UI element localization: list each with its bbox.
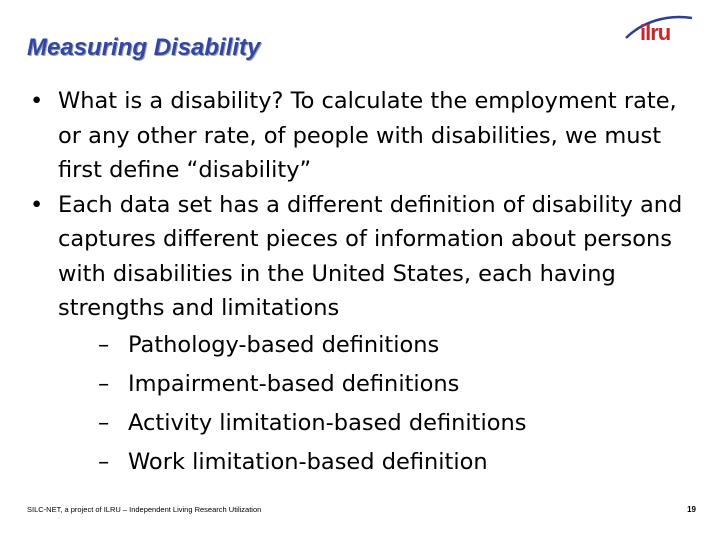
page-number: 19 <box>687 505 696 514</box>
sub-text: Activity limitation-based definitions <box>128 409 527 436</box>
slide-footer: SILC-NET, a project of ILRU – Independent Living Research Utilization <box>27 505 262 514</box>
bullet-text: What is a disability? To calculate the employment rate, or any other rate, of people with disabilities, we must first define “disability” <box>58 88 677 183</box>
sub-marker: – <box>98 409 110 436</box>
sub-text: Impairment-based definitions <box>128 370 460 397</box>
bullet-item <box>30 188 700 482</box>
sub-item <box>58 404 700 443</box>
bullet-marker: • <box>30 191 44 218</box>
sub-item <box>58 326 700 365</box>
bullet-text: Each data set has a different definition of disability and captures different pieces of information about persons with disabilities in the United States, each having strengths and limitations <box>58 191 683 321</box>
sub-text: Pathology-based definitions <box>128 331 440 358</box>
sub-marker: – <box>98 370 110 397</box>
sub-item <box>58 365 700 404</box>
bullet-list <box>30 84 700 482</box>
sub-item <box>58 443 700 482</box>
sub-list <box>58 326 700 482</box>
sub-text: Work limitation-based definition <box>128 448 488 475</box>
bullet-marker: • <box>30 88 44 114</box>
sub-marker: – <box>98 331 110 358</box>
bullet-item <box>30 84 700 188</box>
logo-text: ilru <box>640 20 671 45</box>
sub-marker: – <box>98 448 110 475</box>
slide-title: Measuring Disability <box>27 34 261 61</box>
